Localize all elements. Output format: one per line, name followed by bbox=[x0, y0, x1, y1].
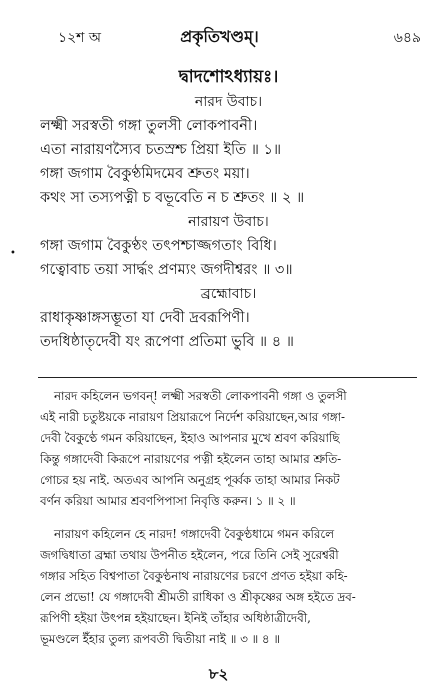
book-section-title: প্রকৃতিখণ্ডম্। bbox=[180, 27, 259, 46]
prose-line: ভূমণ্ডলে ইঁহার তুল্য রূপবতী দ্বিতীয়া নাই ॥ ৩ ॥ ৪ ॥ bbox=[40, 632, 280, 646]
verse-line: তদধিষ্ঠাতৃদেবী যং রূপেণা প্রতিমা ভুবি ॥ ৪ ॥ bbox=[40, 334, 294, 350]
speaker-narada: নারদ উবাচ। bbox=[194, 94, 263, 110]
chapter-heading: দ্বাদশোঽধ্যায়ঃ। bbox=[178, 67, 279, 87]
verse-line: লক্ষ্মী সরস্বতী গঙ্গা তুলসী লোকপাবনী। bbox=[40, 118, 258, 134]
section-divider bbox=[38, 377, 417, 378]
speaker-narayana: নারায়ণ উবাচ। bbox=[188, 214, 269, 230]
header-page-number: ৬৪৯ bbox=[393, 30, 421, 46]
prose-line: গঙ্গার সহিত বিশ্বপাতা বৈকুণ্ঠনাথ নারায়ণের চরণে প্রণত হইয়া কহি- bbox=[40, 569, 348, 583]
speaker-brahma: ব্রহ্মোবাচ। bbox=[200, 286, 257, 302]
chapter-number: ১২শ অ bbox=[58, 30, 102, 46]
prose-line: জগদ্বিধাতা ব্রহ্মা তথায় উপনীত হইলেন, পরে তিনি সেই সুরেশ্বরী bbox=[40, 548, 339, 562]
prose-line: বর্ণন করিয়া আমার শ্রবণপিপাসা নিবৃত্তি করুন। ১ ॥ ২ ॥ bbox=[40, 494, 296, 508]
prose-line: লেন প্রভো! যে গঙ্গাদেবী শ্রীমতী রাধিকা ও শ্রীকৃষ্ণের অঙ্গ হইতে দ্রব- bbox=[40, 590, 356, 604]
verse-line: এতা নারায়ণস্যৈব চতস্রশ্চ প্রিয়া ইতি ॥ ১॥ bbox=[40, 142, 282, 158]
prose-line: দেবী বৈকুণ্ঠে গমন করিয়াছেন, ইহাও আপনার মুখে শ্রবণ করিয়াছি bbox=[40, 431, 340, 445]
margin-dot-icon: • bbox=[10, 248, 16, 259]
prose-line: রূপিণী হইয়া উৎপন্ন হইয়াছেন। ইনিই তাঁহার অধিষ্ঠাত্রীদেবী, bbox=[40, 611, 311, 625]
prose-line: নারায়ণ কহিলেন হে নারদ! গঙ্গাদেবী বৈকুণ্ঠধামে গমন করিলে bbox=[54, 527, 334, 541]
prose-line: এই নারী চতুষ্টয়কে নারায়ণ প্রিয়ারূপে নির্দেশ করিয়াছেন,আর গঙ্গা- bbox=[40, 410, 345, 424]
verse-line: রাধাকৃষ্ণাঙ্গসম্ভূতা যা দেবী দ্রবরূপিণী। bbox=[40, 310, 250, 326]
sanskrit-verses bbox=[40, 64, 417, 354]
verse-line: গত্বোবাচ তয়া সার্দ্ধং প্রণম্যং জগদীশ্বরং ॥ ৩॥ bbox=[40, 262, 293, 278]
page-number: ৮২ bbox=[208, 665, 229, 683]
bengali-translation bbox=[40, 386, 417, 650]
prose-line: নারদ কহিলেন ভগবন্! লক্ষ্মী সরস্বতী লোকপাবনী গঙ্গা ও তুলসী bbox=[54, 389, 347, 403]
page-header bbox=[18, 26, 421, 48]
prose-line: কিন্তু গঙ্গাদেবী কিরূপে নারায়ণের পত্নী হইলেন তাহা আমার শ্রুতি- bbox=[40, 452, 342, 466]
verse-line: গঙ্গা জগাম বৈকুণ্ঠমিদমেব শ্রুতং ময়া। bbox=[40, 166, 250, 182]
verse-line: গঙ্গা জগাম বৈকুণ্ঠং তৎপশ্চাজ্জগতাং বিধি। bbox=[40, 238, 277, 254]
prose-line: গোচর হয় নাই. অতএব আপনি অনুগ্রহ পূর্ব্বক তাহা আমার নিকট bbox=[40, 473, 340, 487]
verse-line: কথং সা তস্যপত্নী চ বভূবেতি ন চ শ্রুতং ॥ ২ ॥ bbox=[40, 190, 305, 206]
